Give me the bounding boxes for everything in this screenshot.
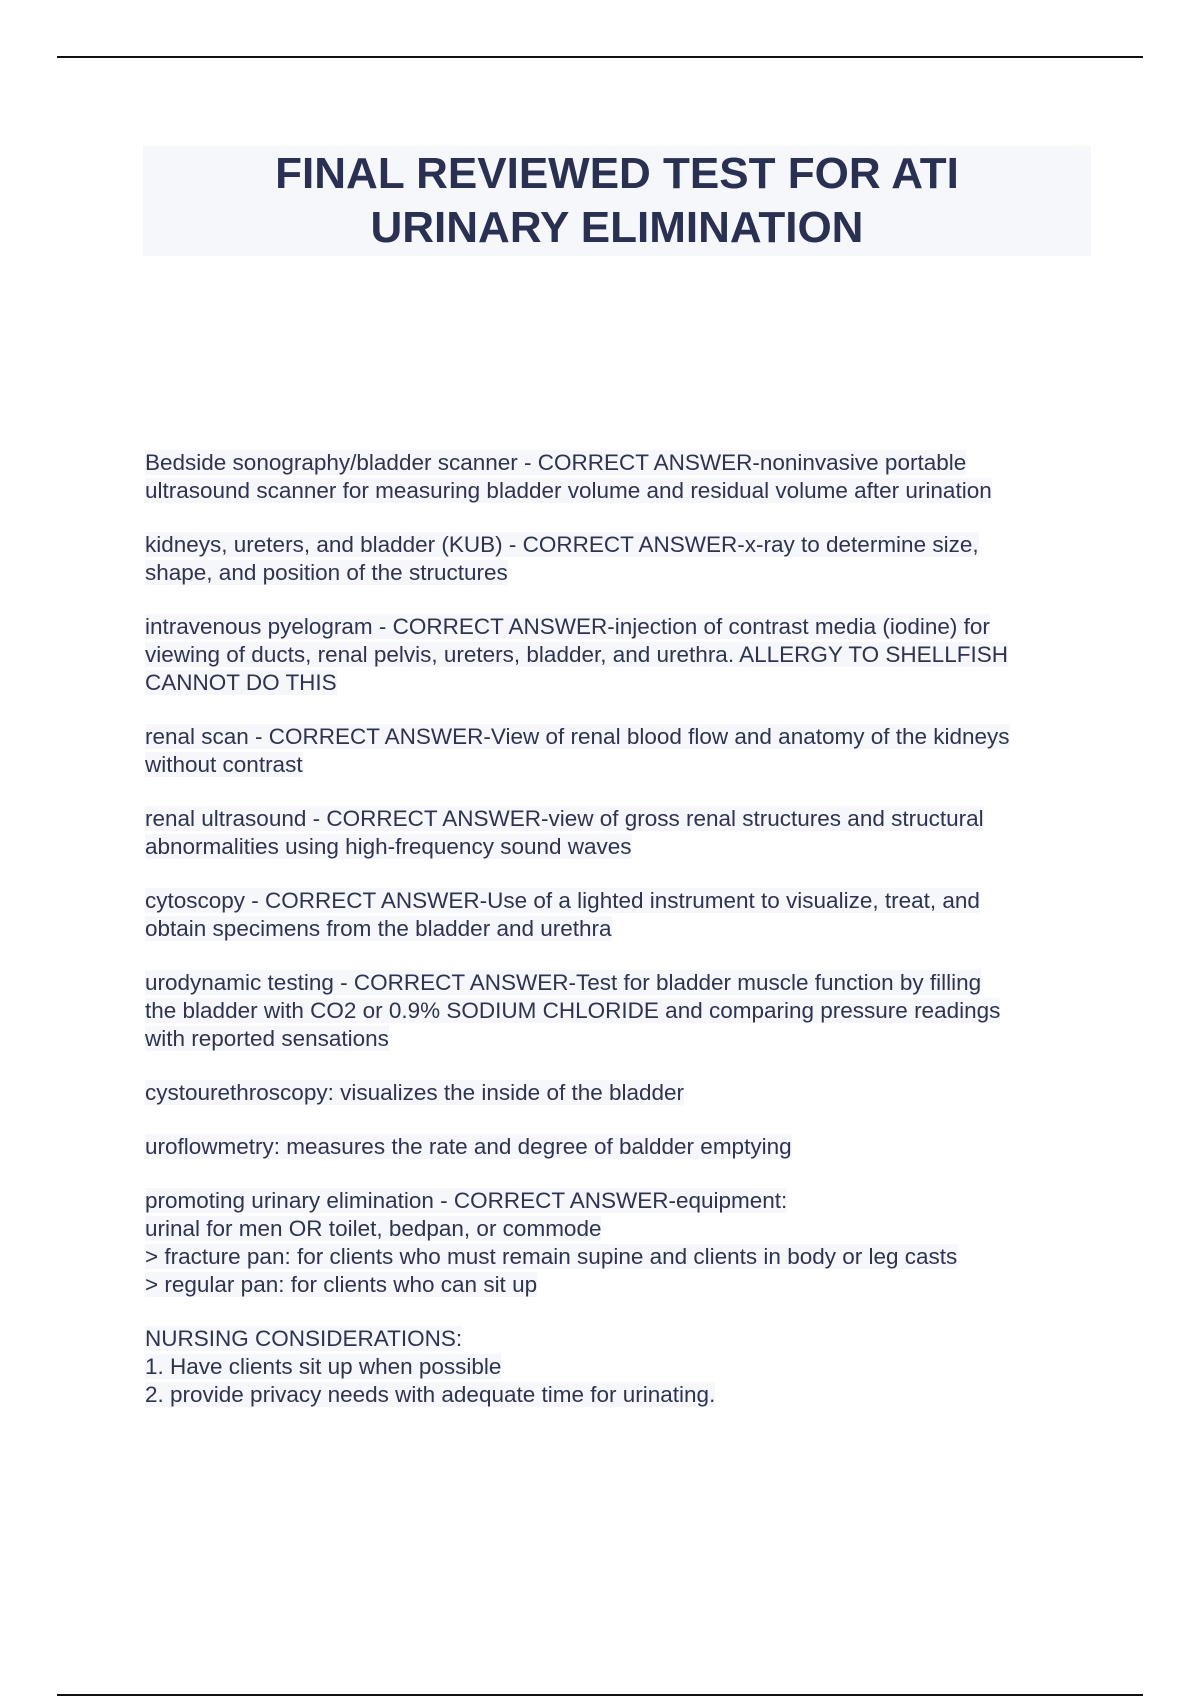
entry-line	[145, 751, 1085, 779]
entry-line-text: CANNOT DO THIS	[145, 670, 337, 695]
entry-line-text: > fracture pan: for clients who must remain supine and clients in body or leg casts	[145, 1244, 958, 1269]
entry-line-text: uroflowmetry: measures the rate and degree of baldder emptying	[145, 1134, 792, 1159]
entry-line-text: > regular pan: for clients who can sit up	[145, 1272, 538, 1297]
entry-line	[145, 723, 1085, 751]
flashcard-entry	[145, 1079, 1085, 1107]
entry-line-text: cystourethroscopy: visualizes the inside of the bladder	[145, 1080, 685, 1105]
entry-line-text: kidneys, ureters, and bladder (KUB) - CORRECT ANSWER-x-ray to determine size,	[145, 532, 979, 557]
document-title	[275, 147, 959, 255]
entry-line	[145, 805, 1085, 833]
entry-line-text: without contrast	[145, 752, 303, 777]
entry-line	[145, 1133, 1085, 1161]
entry-line-text: renal scan - CORRECT ANSWER-View of renal blood flow and anatomy of the kidneys	[145, 724, 1010, 749]
entry-line	[145, 1325, 1085, 1353]
entry-line-text: urodynamic testing - CORRECT ANSWER-Test for bladder muscle function by filling	[145, 970, 982, 995]
entry-line	[145, 1353, 1085, 1381]
title-line-2: URINARY ELIMINATION	[370, 203, 864, 252]
entry-line-text: 2. provide privacy needs with adequate time for urinating.	[145, 1382, 716, 1407]
entry-line	[145, 1215, 1085, 1243]
entry-line-text: shape, and position of the structures	[145, 560, 508, 585]
entry-line	[145, 969, 1085, 997]
entry-line-text: obtain specimens from the bladder and urethra	[145, 916, 612, 941]
entry-line-text: renal ultrasound - CORRECT ANSWER-view of gross renal structures and structural	[145, 806, 984, 831]
entry-line	[145, 559, 1085, 587]
entry-line	[145, 1243, 1085, 1271]
entry-line	[145, 915, 1085, 943]
flashcard-list	[145, 449, 1085, 1435]
flashcard-entry	[145, 805, 1085, 861]
entry-line-text: the bladder with CO2 or 0.9% SODIUM CHLORIDE and comparing pressure readings	[145, 998, 1001, 1023]
entry-line	[145, 997, 1085, 1025]
flashcard-entry	[145, 1325, 1085, 1409]
entry-line	[145, 1381, 1085, 1409]
entry-line	[145, 449, 1085, 477]
entry-line-text: intravenous pyelogram - CORRECT ANSWER-injection of contrast media (iodine) for	[145, 614, 990, 639]
flashcard-entry	[145, 613, 1085, 697]
entry-line	[145, 1187, 1085, 1215]
entry-line	[145, 641, 1085, 669]
entry-line	[145, 1271, 1085, 1299]
top-rule	[57, 56, 1143, 58]
entry-line	[145, 1025, 1085, 1053]
flashcard-entry	[145, 1187, 1085, 1299]
flashcard-entry	[145, 1133, 1085, 1161]
entry-line	[145, 477, 1085, 505]
flashcard-entry	[145, 449, 1085, 505]
entry-line	[145, 531, 1085, 559]
entry-line	[145, 833, 1085, 861]
entry-line-text: urinal for men OR toilet, bedpan, or commode	[145, 1216, 602, 1241]
flashcard-entry	[145, 969, 1085, 1053]
entry-line	[145, 887, 1085, 915]
flashcard-entry	[145, 723, 1085, 779]
entry-line-text: ultrasound scanner for measuring bladder volume and residual volume after urination	[145, 478, 992, 503]
entry-line-text: promoting urinary elimination - CORRECT ANSWER-equipment:	[145, 1188, 788, 1213]
entry-line-text: with reported sensations	[145, 1026, 389, 1051]
entry-line	[145, 613, 1085, 641]
entry-line	[145, 669, 1085, 697]
title-banner	[143, 146, 1091, 256]
flashcard-entry	[145, 887, 1085, 943]
flashcard-entry	[145, 531, 1085, 587]
entry-line-text: cytoscopy - CORRECT ANSWER-Use of a lighted instrument to visualize, treat, and	[145, 888, 980, 913]
bottom-rule	[57, 1694, 1143, 1696]
title-line-1: FINAL REVIEWED TEST FOR ATI	[275, 149, 959, 198]
entry-line-text: NURSING CONSIDERATIONS:	[145, 1326, 463, 1351]
entry-line-text: abnormalities using high-frequency sound waves	[145, 834, 632, 859]
entry-line-text: 1. Have clients sit up when possible	[145, 1354, 502, 1379]
entry-line-text: viewing of ducts, renal pelvis, ureters, bladder, and urethra. ALLERGY TO SHELLFISH	[145, 642, 1008, 667]
entry-line-text: Bedside sonography/bladder scanner - CORRECT ANSWER-noninvasive portable	[145, 450, 967, 475]
entry-line	[145, 1079, 1085, 1107]
